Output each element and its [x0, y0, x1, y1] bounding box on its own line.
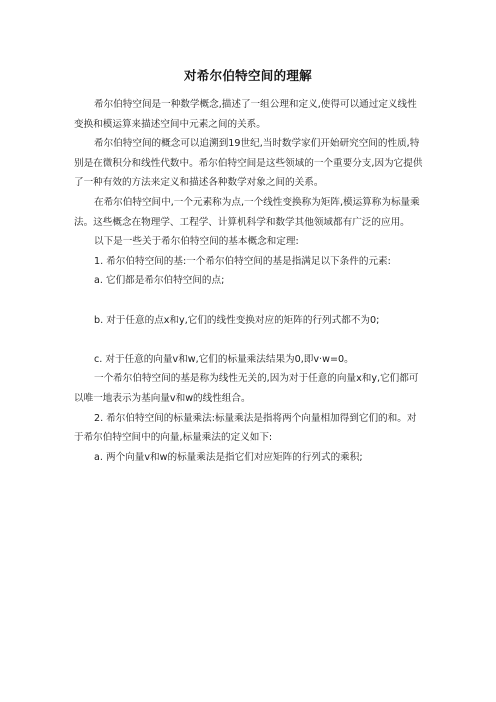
paragraph-definition: 希尔伯特空间是一种数学概念,描述了一组公理和定义,使得可以通过定义线性变换和模运算来描述空间中元素之间的关系。: [74, 99, 417, 130]
paragraph-history: 希尔伯特空间的概念可以追溯到19世纪,当时数学家们开始研究空间的性质,特别是在微积分和线性代数中。希尔伯特空间是这些领域的一个重要分支,因为它提供了一种有效的方法来定义和描述各种数学对象之间的关系。: [74, 138, 423, 189]
paragraph-linear-independence: 一个希尔伯特空间的基是称为线性无关的,因为对于任意的向量x和y,它们都可以唯一地表示为基向量v和w的线性组合。: [74, 373, 419, 404]
sublist-item-c: c. 对于任意的向量v和w,它们的标量乘法结果为0,即v·w=0。: [94, 353, 354, 365]
sublist-item-a: a. 它们都是希尔伯特空间的点;: [94, 275, 225, 287]
document-body: [74, 95, 424, 467]
list-item-scalar-multiplication: 2. 希尔伯特空间的标量乘法:标量乘法是指将两个向量相加得到它们的和。对于希尔伯特空间中的向量,标量乘法的定义如下:: [74, 412, 417, 444]
paragraph-intro-list: 以下是一些关于希尔伯特空间的基本概念和定理:: [94, 236, 299, 248]
sublist-item-scalar-a: a. 两个向量v和w的标量乘法是指它们对应矩阵的行列式的乘积;: [94, 451, 363, 463]
sublist-item-b: b. 对于任意的点x和y,它们的线性变换对应的矩阵的行列式都不为0;: [94, 314, 380, 326]
paragraph-concepts: 在希尔伯特空间中,一个元素称为点,一个线性变换称为矩阵,模运算称为标量乘法。这些概念在物理学、工程学、计算机科学和数学其他领域都有广泛的应用。: [74, 196, 420, 228]
document-title: 对希尔伯特空间的理解: [183, 68, 312, 83]
list-item-basis: 1. 希尔伯特空间的基:一个希尔伯特空间的基是指满足以下条件的元素:: [94, 255, 391, 267]
